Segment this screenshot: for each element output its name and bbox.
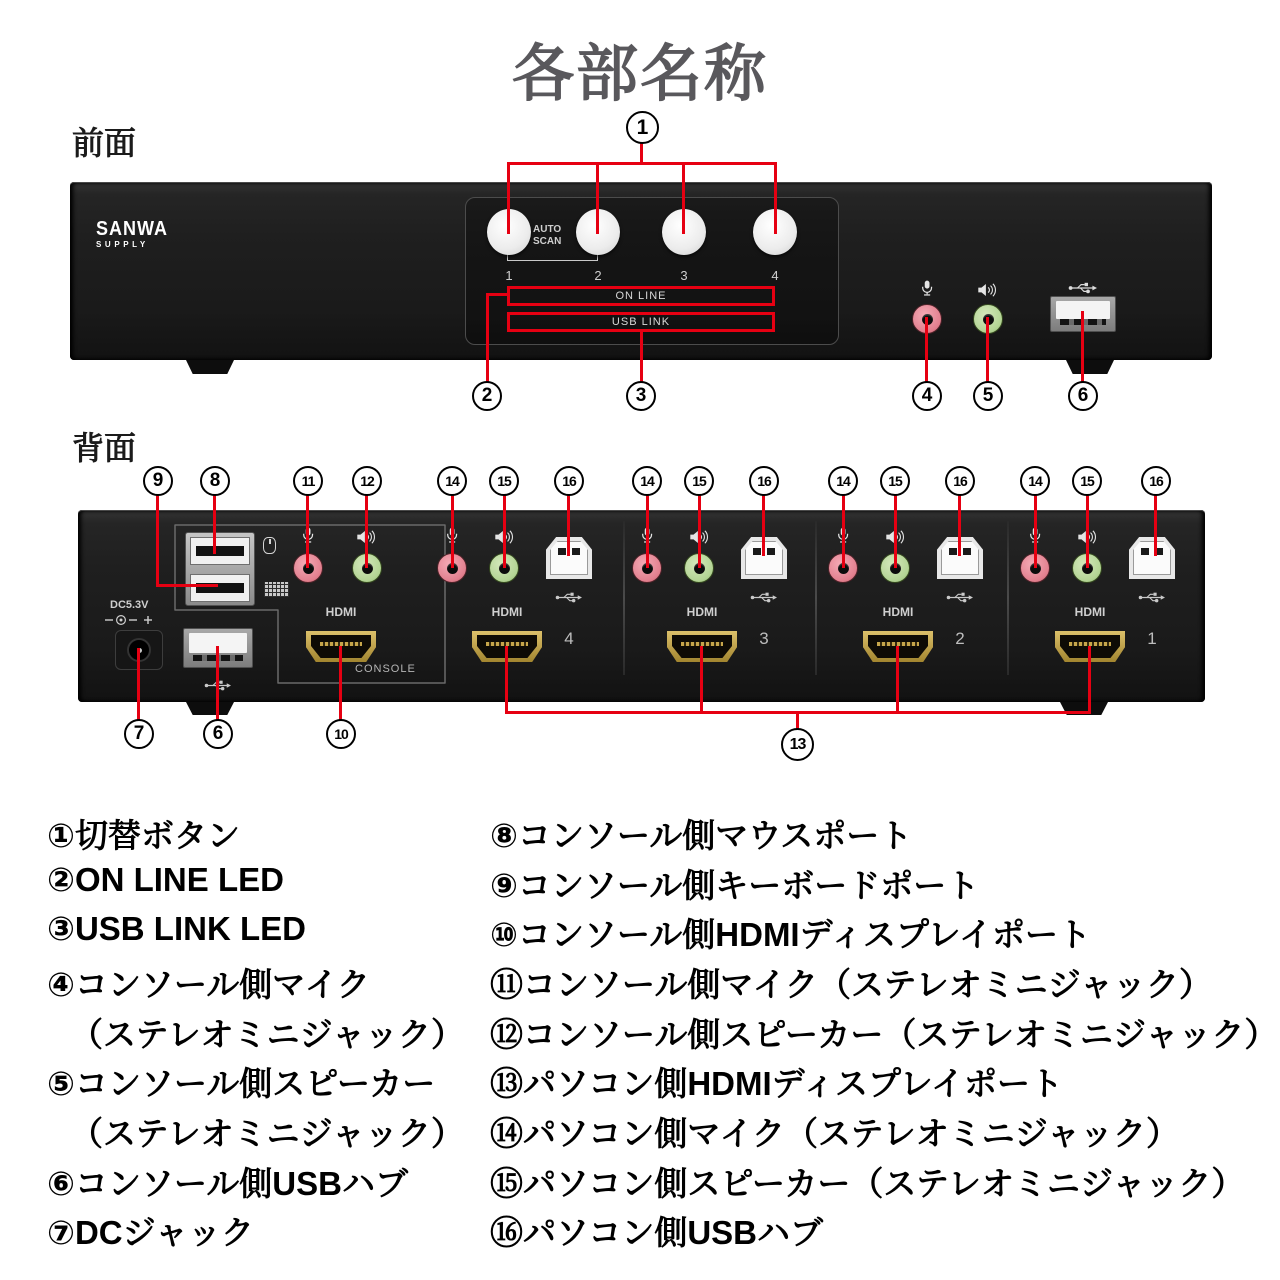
callout-line xyxy=(451,494,454,568)
usb-icon xyxy=(946,591,974,604)
callout-line xyxy=(925,317,928,382)
callout-line xyxy=(842,494,845,568)
callout-15-pc-speaker: 15 xyxy=(880,466,910,496)
legend-item-2: ②ON LINE LED xyxy=(47,861,284,898)
callout-2-online-led: 2 xyxy=(472,381,502,411)
callout-9-console-keyboard: 9 xyxy=(143,466,173,496)
usb-link-led-row xyxy=(507,312,775,332)
pc1-port-number: 1 xyxy=(1147,629,1157,648)
console-mouse-keyboard-usb-stack xyxy=(185,532,255,606)
callout-line xyxy=(1034,494,1037,568)
keyboard-icon xyxy=(264,582,289,597)
pc4-port-number: 4 xyxy=(564,629,574,648)
callout-line xyxy=(896,646,899,714)
callout-line xyxy=(640,330,643,382)
speaker-icon xyxy=(977,283,998,297)
button-number-4: 4 xyxy=(771,268,779,283)
callout-line xyxy=(365,494,368,568)
callout-14-pc-mic: 14 xyxy=(437,466,467,496)
page-title: 各部名称 xyxy=(511,40,768,109)
console-keyboard-port xyxy=(190,574,250,602)
callout-15-pc-speaker: 15 xyxy=(684,466,714,496)
callout-7-dc-jack: 7 xyxy=(124,719,154,749)
callout-line xyxy=(646,494,649,568)
callout-line xyxy=(339,646,342,720)
callout-line xyxy=(640,142,643,163)
legend-item-9: ⑨コンソール側キーボードポート xyxy=(490,867,980,904)
auto-scan-label: AUTO SCAN xyxy=(533,224,562,247)
legend-item-12: ⑫コンソール側スピーカー（ステレオミニジャック） xyxy=(490,1016,1278,1053)
callout-line xyxy=(1081,311,1084,382)
callout-line xyxy=(137,648,140,720)
legend-item-4-cont: （ステレオミニジャック） xyxy=(70,1016,465,1053)
pc2-port-number: 2 xyxy=(955,629,965,648)
usb-link-led-label: USB LINK xyxy=(611,316,671,328)
button-number-1: 1 xyxy=(505,268,513,283)
callout-line xyxy=(762,494,765,556)
callout-line xyxy=(700,646,703,714)
callout-13-pc-hdmi: 13 xyxy=(781,728,814,761)
console-label: CONSOLE xyxy=(355,663,416,675)
callout-15-pc-speaker: 15 xyxy=(1072,466,1102,496)
callout-10-console-hdmi: 10 xyxy=(326,719,356,749)
callout-line xyxy=(213,494,216,554)
front-section-label: 前面 xyxy=(72,125,137,161)
rear-section-label: 背面 xyxy=(72,430,137,466)
callout-line xyxy=(894,494,897,568)
callout-line xyxy=(306,494,309,568)
group-separator xyxy=(623,521,625,675)
pc2-hdmi-label: HDMI xyxy=(882,605,914,619)
callout-12-console-speaker: 12 xyxy=(352,466,382,496)
callout-14-pc-mic: 14 xyxy=(632,466,662,496)
device-foot xyxy=(1066,360,1114,374)
device-foot xyxy=(186,702,234,715)
callout-1-switch-buttons: 1 xyxy=(626,111,659,144)
console-mouse-port xyxy=(190,537,250,565)
pc3-port-number: 3 xyxy=(759,629,769,648)
legend-item-7: ⑦DCジャック xyxy=(47,1214,254,1251)
callout-line xyxy=(1086,494,1089,568)
callout-16-pc-usb: 16 xyxy=(945,466,975,496)
legend-item-8: ⑧コンソール側マウスポート xyxy=(490,817,913,854)
callout-line xyxy=(507,162,510,234)
callout-16-pc-usb: 16 xyxy=(1141,466,1171,496)
legend-item-14: ⑭パソコン側マイク（ステレオミニジャック） xyxy=(490,1115,1180,1152)
sanwa-logo-line2: SUPPLY xyxy=(96,240,149,249)
callout-line xyxy=(503,494,506,568)
callout-6-console-usb-hub: 6 xyxy=(1068,381,1098,411)
callout-16-pc-usb: 16 xyxy=(749,466,779,496)
pc1-hdmi-label: HDMI xyxy=(1074,605,1106,619)
legend-item-1: ①切替ボタン xyxy=(47,817,240,854)
callout-line xyxy=(682,162,685,234)
usb-icon xyxy=(1138,591,1166,604)
callout-line xyxy=(1088,646,1091,714)
callout-line xyxy=(1154,494,1157,556)
group-separator xyxy=(1007,521,1009,675)
legend-item-5: ⑤コンソール側スピーカー xyxy=(47,1065,436,1102)
legend-item-11: ⑪コンソール側マイク（ステレオミニジャック） xyxy=(490,966,1213,1003)
legend-item-13: ⑬パソコン側HDMIディスプレイポート xyxy=(490,1065,1064,1102)
pc3-hdmi-label: HDMI xyxy=(686,605,718,619)
sanwa-logo-line1: SANWA xyxy=(96,216,168,240)
callout-line xyxy=(156,584,218,587)
callout-5-console-speaker: 5 xyxy=(973,381,1003,411)
legend-item-5-cont: （ステレオミニジャック） xyxy=(70,1115,465,1152)
button-number-3: 3 xyxy=(680,268,688,283)
console-hdmi-label: HDMI xyxy=(325,605,357,619)
legend-item-10: ⑩コンソール側HDMIディスプレイポート xyxy=(490,916,1091,953)
dc-polarity-icon xyxy=(104,614,158,626)
callout-line xyxy=(774,162,777,234)
legend-item-3: ③USB LINK LED xyxy=(47,910,306,947)
legend-item-15: ⑮パソコン側スピーカー（ステレオミニジャック） xyxy=(490,1165,1245,1202)
online-led-label: ON LINE xyxy=(615,290,667,302)
callout-line xyxy=(486,293,489,382)
callout-line xyxy=(216,646,219,720)
callout-line xyxy=(156,494,159,587)
legend-item-4: ④コンソール側マイク xyxy=(47,966,370,1003)
callout-15-pc-speaker: 15 xyxy=(489,466,519,496)
callout-14-pc-mic: 14 xyxy=(828,466,858,496)
usb-icon xyxy=(750,591,778,604)
callout-14-pc-mic: 14 xyxy=(1020,466,1050,496)
callout-line xyxy=(507,162,777,165)
pc1-usb-b-port xyxy=(1129,537,1175,579)
online-led-row xyxy=(507,286,775,306)
callout-3-usb-link-led: 3 xyxy=(626,381,656,411)
callout-line xyxy=(567,494,570,556)
callout-line xyxy=(505,646,508,714)
group-separator xyxy=(815,521,817,675)
pc4-hdmi-label: HDMI xyxy=(491,605,523,619)
callout-16-pc-usb: 16 xyxy=(554,466,584,496)
button-number-2: 2 xyxy=(594,268,602,283)
callout-line xyxy=(596,162,599,234)
callout-4-console-mic: 4 xyxy=(912,381,942,411)
device-foot xyxy=(186,360,234,374)
callout-line xyxy=(698,494,701,568)
dc-voltage-label: DC5.3V xyxy=(110,599,149,611)
callout-line xyxy=(958,494,961,556)
callout-6-console-usb-hub: 6 xyxy=(203,719,233,749)
usb-icon xyxy=(1068,281,1098,295)
mouse-icon xyxy=(263,537,276,554)
sanwa-logo xyxy=(96,218,168,249)
legend-item-16: ⑯パソコン側USBハブ xyxy=(490,1214,824,1251)
auto-scan-bracket xyxy=(507,251,598,261)
microphone-icon xyxy=(920,280,934,297)
callout-8-console-mouse: 8 xyxy=(200,466,230,496)
callout-11-console-mic: 11 xyxy=(293,466,323,496)
usb-icon xyxy=(555,591,583,604)
legend-item-6: ⑥コンソール側USBハブ xyxy=(47,1165,408,1202)
callout-line xyxy=(986,317,989,382)
callout-line xyxy=(486,293,509,296)
